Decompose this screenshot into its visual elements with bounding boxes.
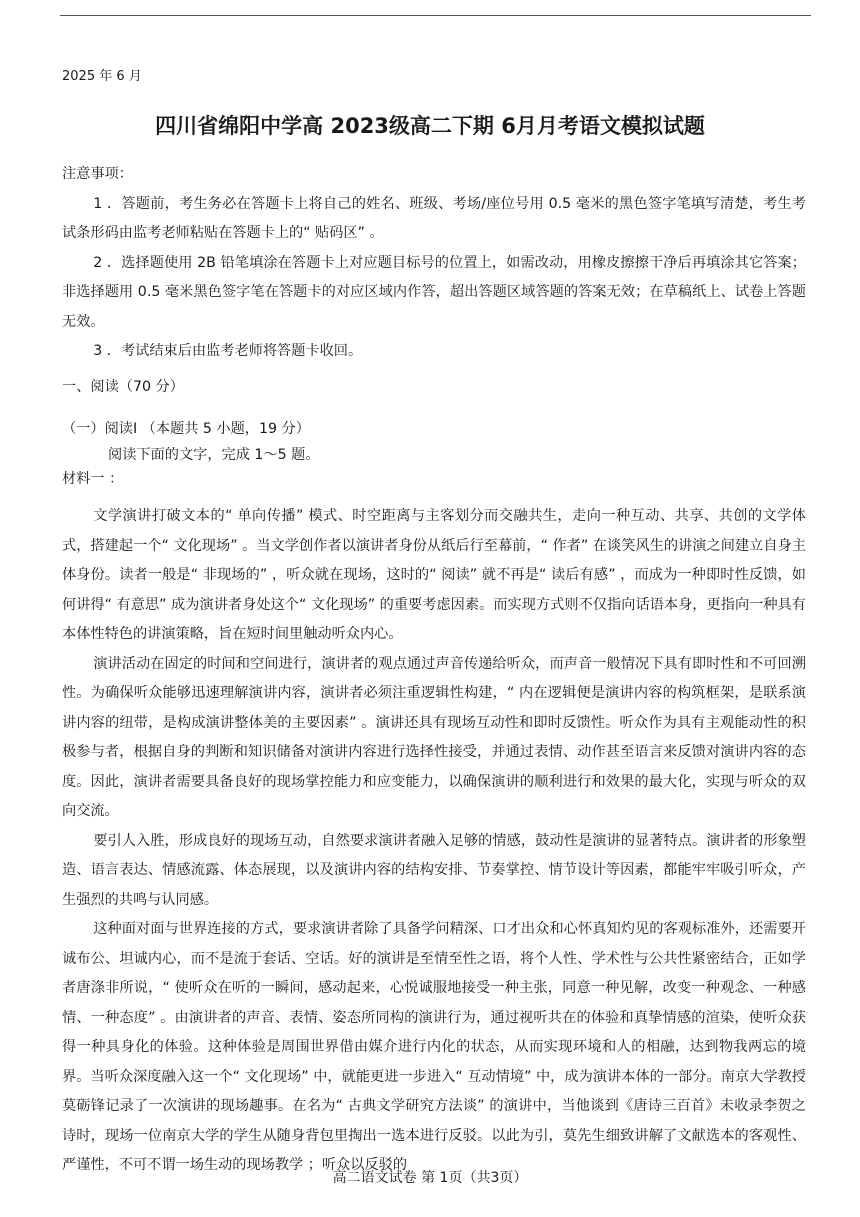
material-label: 材料一 ：	[62, 471, 124, 487]
notice-section	[62, 160, 806, 367]
article-paragraph-1: 文学演讲打破文本的“ 单向传播” 模式、时空距离与主客划分而交融共生，走向一种互动、共享、共创的文学体式，搭建起一个“ 文化现场” 。当文学创作者以演讲者身份从纸后行至幕前，“ 作者” 在谈笑风生的讲演之间建立自身主体身份。读者一般是“ 非现场的” ，听众就在现场，这时的“ 阅读” 就不再是“ 读后有感” ，而成为一种即时性反馈，如何讲得“ 有意思” 成为演讲者身处这个“ 文化现场” 的重要考虑因素。而实现方式则不仅指向话语本身，更指向一种具有本体性特色的讲演策略，旨在短时间里触动听众内心。	[62, 508, 806, 642]
page-footer: 高二语文试卷 第 1页（共3页）	[332, 1170, 528, 1186]
exam-date: 2025 年 6 月	[62, 69, 142, 84]
article-paragraph-4: 这种面对面与世界连接的方式，要求演讲者除了具备学问精深、口才出众和心怀真知灼见的客观标准外，还需要开诚布公、坦诚内心，而不是流于套话、空话。好的演讲是至情至性之语，将个人性、学术性与公共性紧密结合，正如学者唐涤非所说，“ 使听众在听的一瞬间，感动起来，心悦诚服地接受一种主张，同意一种见解，改变一种观念、一种感情、一种态度” 。由演讲者的声音、表情、姿态所同构的演讲行为，通过视听共在的体验和真挚情感的渲染，使听众获得一种具身化的体验。这种体验是周围世界借由媒介进行内化的状态，从而实现环境和人的相融，达到物我两忘的境界。当听众深度融入这一个“ 文化现场” 中，就能更进一步进入“ 互动情境” 中，成为演讲本体的一部分。南京大学教授莫砺锋记录了一次演讲的现场趣事。在名为“ 古典文学研究方法谈” 的演讲中，当他谈到《唐诗三百首》未收录李贺之诗时，现场一位南京大学的学生从随身背包里掏出一选本进行反驳。以此为引，莫先生细致讲解了文献选本的客观性、严谨性，不可不谓一场生动的现场教学 ；听众以反驳的	[62, 921, 806, 1173]
notice-item-2: 2 ．选择题使用 2B 铅笔填涂在答题卡上对应题目标号的位置上，如需改动，用橡皮擦擦干净后再填涂其它答案；非选择题用 0.5 毫米黑色签字笔在答题卡的对应区域内作答，超出答题区域答题的答案无效；在草稿纸上、试卷上答题无效。	[62, 254, 806, 330]
article-paragraph-3: 要引人入胜，形成良好的现场互动，自然要求演讲者融入足够的情感，鼓动性是演讲的显著特点。演讲者的形象塑造、语言表达、情感流露、体态展现，以及演讲内容的结构安排、节奏掌控、情节设计等因素，都能牢牢吸引听众，产生强烈的共鸣与认同感。	[62, 832, 806, 908]
header-rule	[60, 15, 811, 16]
article-body	[62, 502, 806, 1181]
page-title: 四川省绵阳中学高 2023级高二下期 6月月考语文模拟试题	[155, 114, 705, 138]
notice-heading: 注意事项：	[62, 166, 133, 182]
article-paragraph-2: 演讲活动在固定的时间和空间进行，演讲者的观点通过声音传递给听众，而声音一般情况下具有即时性和不可回溯性。为确保听众能够迅速理解演讲内容，演讲者必须注重逻辑性构建，“ 内在逻辑便是演讲内容的构筑框架，是联系演讲内容的纽带，是构成演讲整体美的主要因素” 。演讲还具有现场互动性和即时反馈性。听众作为具有主观能动性的积极参与者，根据自身的判断和知识储备对演讲内容进行选择性接受，并通过表情、动作甚至语言来反馈对演讲内容的态度。因此，演讲者需要具备良好的现场掌控能力和应变能力，以确保演讲的顺利进行和效果的最大化，实现与听众的双向交流。	[62, 655, 806, 819]
notice-item-3: 3 ．考试结束后由监考老师将答题卡收回。	[93, 343, 363, 359]
notice-item-1: 1 ．答题前，考生务必在答题卡上将自己的姓名、班级、考场/座位号用 0.5 毫米的黑色签字笔填写清楚，考生考试条形码由监考老师粘贴在答题卡上的“ 贴码区” 。	[62, 195, 806, 241]
section-heading: 一、阅读（70 分）	[62, 379, 184, 395]
reading-instruction: 阅读下面的文字，完成 1～5 题。	[108, 447, 320, 463]
sub-section-heading: （一）阅读Ⅰ （本题共 5 小题，19 分）	[62, 421, 310, 437]
reading-section	[62, 416, 806, 490]
